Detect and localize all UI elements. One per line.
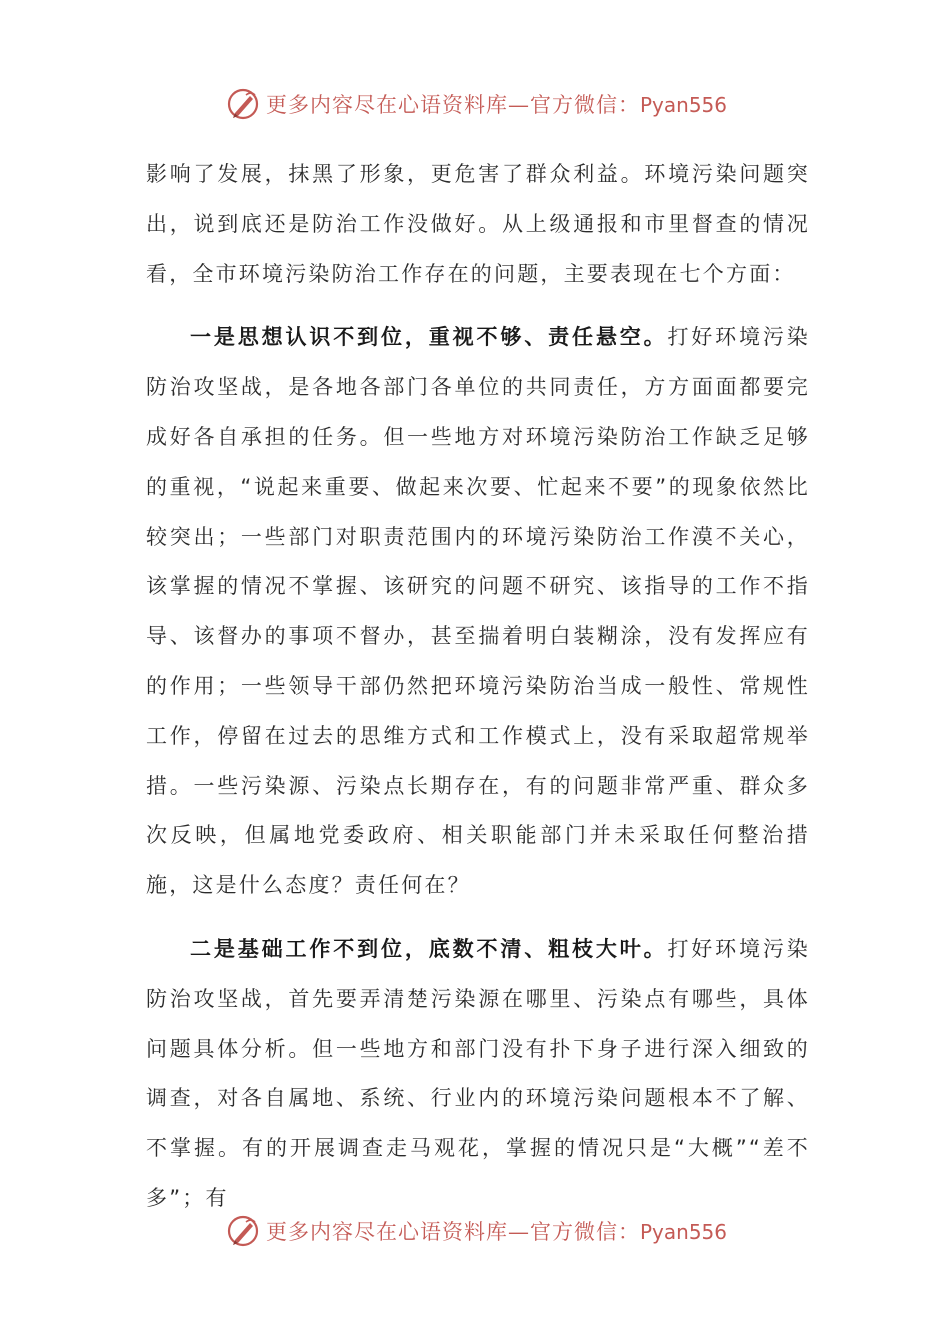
watermark-text: 更多内容尽在心语资料库—官方微信：Pyan556 bbox=[266, 1220, 728, 1244]
paragraph-point-2 bbox=[146, 925, 810, 1224]
document-body bbox=[146, 150, 810, 1224]
paragraph-lead: 一是思想认识不到位，重视不够、责任悬空。 bbox=[190, 325, 668, 350]
pen-logo-icon bbox=[226, 1214, 260, 1248]
paragraph-body: 打好环境污染防治攻坚战，首先要弄清楚污染源在哪里、污染点有哪些，具体问题具体分析。但一些地方和部门没有扑下身子进行深入细致的调查，对各自属地、系统、行业内的环境污染问题根本不了解、不掌握。有的开展调查走马观花，掌握的情况只是“大概”“差不多”；有 bbox=[146, 936, 810, 1210]
watermark-header bbox=[226, 84, 727, 124]
pen-logo-icon bbox=[226, 87, 260, 121]
paragraph-body: 打好环境污染防治攻坚战，是各地各部门各单位的共同责任，方方面面都要完成好各自承担的任务。但一些地方对环境污染防治工作缺乏足够的重视，“说起来重要、做起来次要、忙起来不要”的现象依然比较突出；一些部门对职责范围内的环境污染防治工作漠不关心，该掌握的情况不掌握、该研究的问题不研究、该指导的工作不指导、该督办的事项不督办，甚至揣着明白装糊涂，没有发挥应有的作用；一些领导干部仍然把环境污染防治当成一般性、常规性工作，停留在过去的思维方式和工作模式上，没有采取超常规举措。一些污染源、污染点长期存在，有的问题非常严重、群众多次反映，但属地党委政府、相关职能部门并未采取任何整治措施，这是什么态度？责任何在？ bbox=[146, 325, 810, 898]
watermark-text: 更多内容尽在心语资料库—官方微信：Pyan556 bbox=[266, 93, 728, 117]
paragraph-body: 影响了发展，抹黑了形象，更危害了群众利益。环境污染问题突出，说到底还是防治工作没做好。从上级通报和市里督查的情况看，全市环境污染防治工作存在的问题，主要表现在七个方面： bbox=[146, 162, 810, 286]
watermark-footer bbox=[226, 1211, 727, 1251]
paragraph-point-1 bbox=[146, 313, 810, 911]
paragraph-intro bbox=[146, 150, 810, 299]
paragraph-lead: 二是基础工作不到位，底数不清、粗枝大叶。 bbox=[190, 936, 668, 961]
